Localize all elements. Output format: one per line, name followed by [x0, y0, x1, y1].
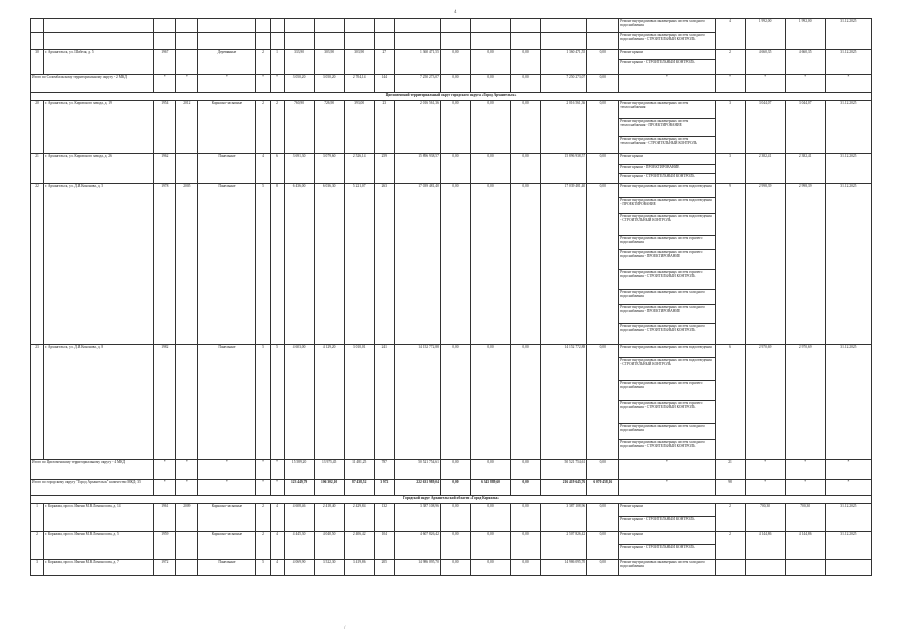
- work-item: Ремонт внутридомовых инженерных систем теплоснабжения - ПРОЕКТИРОВАНИЕ: [619, 119, 715, 137]
- work-item: Ремонт крыши - СТРОИТЕЛЬНЫЙ КОНТРОЛЬ: [619, 517, 715, 532]
- table-row: 23 г. Архангельск, ул. Д.И.Кононова, д. 8 1982 Панельные 5 5 4 603,00 4 129,20 3 010,01 241 14 152 772,88 0,00 0,00 0,00 14 152 772,88 0,00 Ремонт внутридомовых инженерных систем водоотведения 6 2 970,69 2 970,69 31.12.2025: [31, 345, 872, 358]
- work-item: Ремонт внутридомовых инженерных систем холодного водоснабжения: [619, 290, 715, 305]
- work-item: Ремонт крыши - ПРОЕКТИРОВАНИЕ: [619, 165, 715, 174]
- address: г. Архангельск, ул. Д.И.Кононова, д. 5: [44, 184, 154, 345]
- work-item: Ремонт крыши: [619, 504, 715, 517]
- scan-mark: /: [344, 626, 346, 631]
- work-item: Ремонт внутридомовых инженерных систем холодного водоснабжения: [619, 19, 715, 33]
- address: г. Коряжма, просп. Имени М.В.Ломоносова, д. 7: [44, 560, 154, 576]
- table-row: 21 г. Архангельск, ул. Кировского завода, д. 26 1962 Панельные 4 6 3 691,30 3 079,60 2 526,14 259 15 896 938,57 0,00 0,00 0,00 15 896 938,57 0,00 Ремонт крыши 3 2 382,41 2 382,41 31.12.2025: [31, 154, 872, 165]
- work-item: Ремонт внутридомовых инженерных систем холодного водоснабжения - СТРОИТЕЛЬНЫЙ КОНТРОЛЬ: [619, 440, 715, 460]
- page-number: 4: [454, 10, 457, 15]
- section-header-row: [31, 93, 872, 101]
- work-item: Ремонт крыши - СТРОИТЕЛЬНЫЙ КОНТРОЛЬ: [619, 174, 715, 184]
- section-title: Городской округ Архангельской области «Город Коряжма»: [31, 496, 872, 504]
- work-item: Ремонт внутридомовых инженерных систем холодного водоснабжения - ПРОЕКТИРОВАНИЕ: [619, 305, 715, 324]
- address: г. Коряжма, просп. Имени М.В.Ломоносова, д. 14: [44, 504, 154, 532]
- work-item: Ремонт крыши: [619, 154, 715, 165]
- table-row: 1 г. Коряжма, просп. Имени М.В.Ломоносова, д. 14 1961 2009 Каркасно-засыпные 2 4 4 608,46 2 418,40 2 429,84 132 3 387 108,96 0,00 0,00 0,00 3 387 108,96 0,00 Ремонт крыши 2 700,30 700,30 31.12.2025: [31, 504, 872, 517]
- work-item: Ремонт внутридомовых инженерных систем холодного водоснабжения: [619, 560, 715, 576]
- address: г. Архангельск, ул. Кировского завода, д. 26: [44, 154, 154, 184]
- section-title: Цигломенский территориальный округ городского округа «Город Архангельск»: [31, 93, 872, 101]
- work-item: Ремонт внутридомовых инженерных систем водоотведения: [619, 345, 715, 358]
- table-row: 20 г. Архангельск, ул. Кировского завода, д. 19 1954 2012 Каркасно-засыпные 2 2 760,90 726,90 393,00 23 2 016 561,36 0,00 0,00 0,00 2 016 561,36 0,00 Ремонт внутридомовых инженерных систем теплоснабжения 3 3 044,07 3 044,07 31.12.2025: [31, 101, 872, 119]
- table-row: 3 г. Коряжма, просп. Имени М.В.Ломоносова, д. 7 1972 Панельные 5 4 4 069,90 3 522,30 3 419,86 205 14 986 095,70 0,00 0,00 0,00 14 986 095,70 0,00 Ремонт внутридомовых инженерных систем холодного водоснабжения: [31, 560, 872, 576]
- work-item: Ремонт крыши - СТРОИТЕЛЬНЫЙ КОНТРОЛЬ: [619, 60, 715, 75]
- work-item: Ремонт внутридомовых инженерных систем горячего водоснабжения - ПРОЕКТИРОВАНИЕ: [619, 250, 715, 270]
- work-item: Ремонт внутридомовых инженерных систем водоотведения: [619, 184, 715, 198]
- work-item: Ремонт крыши: [619, 50, 715, 60]
- subtotal-row: Итого по Цигломенскому территориальному округу - 4 МКД * * * * * 15 589,20 13 975,45 11 481,25 787 50 521 754,61 0,00 0,00 0,00 50 521 754,61 0,00 * 21 * * *: [31, 460, 872, 480]
- work-item: Ремонт внутридомовых инженерных систем холодного водоснабжения - СТРОИТЕЛЬНЫЙ КОНТРОЛЬ: [619, 324, 715, 345]
- work-item: Ремонт внутридомовых инженерных систем горячего водоснабжения - СТРОИТЕЛЬНЫЙ КОНТРОЛЬ: [619, 270, 715, 290]
- work-item: Ремонт внутридомовых инженерных систем водоотведения - ПРОЕКТИРОВАНИЕ: [619, 198, 715, 214]
- work-item: Ремонт внутридомовых инженерных систем горячего водоснабжения - СТРОИТЕЛЬНЫЙ КОНТРОЛЬ: [619, 401, 715, 424]
- work-count: 4: [715, 19, 745, 50]
- work-deadline: 31.12.2025: [825, 19, 871, 50]
- capital-repair-register-table: [30, 18, 872, 576]
- address: г. Архангельск, ул. Кировского завода, д. 19: [44, 101, 154, 154]
- work-item: Ремонт внутридомовых инженерных систем водоотведения - СТРОИТЕЛЬНЫЙ КОНТРОЛЬ: [619, 358, 715, 381]
- work-item: Ремонт внутридомовых инженерных систем горячего водоснабжения: [619, 381, 715, 401]
- address: г. Архангельск, ул. Шабеля, д. 5: [44, 50, 154, 75]
- work-item: Ремонт внутридомовых инженерных систем водоотведения - СТРОИТЕЛЬНЫЙ КОНТРОЛЬ: [619, 214, 715, 236]
- section-header-row: [31, 496, 872, 504]
- subtotal-row: Итого по Соломбальскому территориальному округу - 2 МКД * * * * * 3 050,20 3 050,20 2 704,14 144 7 250 273,07 0,00 0,00 0,00 7 250 273,07 0,00 * * * * *: [31, 75, 872, 93]
- work-item: Ремонт внутридомовых инженерных систем горячего водоснабжения: [619, 236, 715, 250]
- work-item: Ремонт крыши: [619, 532, 715, 545]
- work-item: Ремонт крыши - СТРОИТЕЛЬНЫЙ КОНТРОЛЬ: [619, 545, 715, 560]
- table-row: [31, 19, 872, 33]
- table-row: 2 г. Коряжма, просп. Имени М.В.Ломоносова, д. 5 1959 Каркасно-засыпные 2 4 4 445,30 4 040,50 2 406,42 104 4 607 826,42 0,00 0,00 0,00 2 507 826,42 0,00 Ремонт крыши 2 4 144,86 4 144,86 31.12.2025: [31, 532, 872, 545]
- work-cost: 1 992,00: [745, 19, 785, 50]
- table-row: 30 г. Архангельск, ул. Шабеля, д. 5 1967 Деревянные 2 1 333,90 303,90 303,90 27 1 360 471,55 0,00 0,00 0,00 1 360 471,55 0,00 Ремонт крыши 2 4 660,35 4 660,35 31.12.2025: [31, 50, 872, 60]
- work-item: Ремонт внутридомовых инженерных систем теплоснабжения - СТРОИТЕЛЬНЫЙ КОНТРОЛЬ: [619, 137, 715, 154]
- address: г. Архангельск, ул. Д.И.Кононова, д. 8: [44, 345, 154, 460]
- work-item: Ремонт внутридомовых инженерных систем холодного водоснабжения - СТРОИТЕЛЬНЫЙ КОНТРОЛЬ: [619, 33, 715, 50]
- address: г. Коряжма, просп. Имени М.В.Ломоносова, д. 5: [44, 532, 154, 560]
- grand-total-row: Итого по городскому округу "Город Архангельск" количество МКД: 35 * * * * * 123 449,79 106 302,10 87 438,52 3 972 222 631 989,04 0,00 6 345 889,60 0,00 216 419 645,76 6 070 458,16 * 98 * * *: [31, 480, 872, 496]
- table-row: 22 г. Архангельск, ул. Д.И.Кононова, д. 5 1978 2005 Панельные 5 8 6 436,00 6 036,30 5 221,07 263 17 039 481,40 0,00 0,00 0,00 17 039 481,40 0,00 Ремонт внутридомовых инженерных систем водоотведения 9 2 998,39 2 998,39 31.12.2025: [31, 184, 872, 198]
- work-cost-limit: 1 992,00: [785, 19, 825, 50]
- work-item: Ремонт внутридомовых инженерных систем холодного водоснабжения: [619, 424, 715, 440]
- work-item: Ремонт внутридомовых инженерных систем теплоснабжения: [619, 101, 715, 119]
